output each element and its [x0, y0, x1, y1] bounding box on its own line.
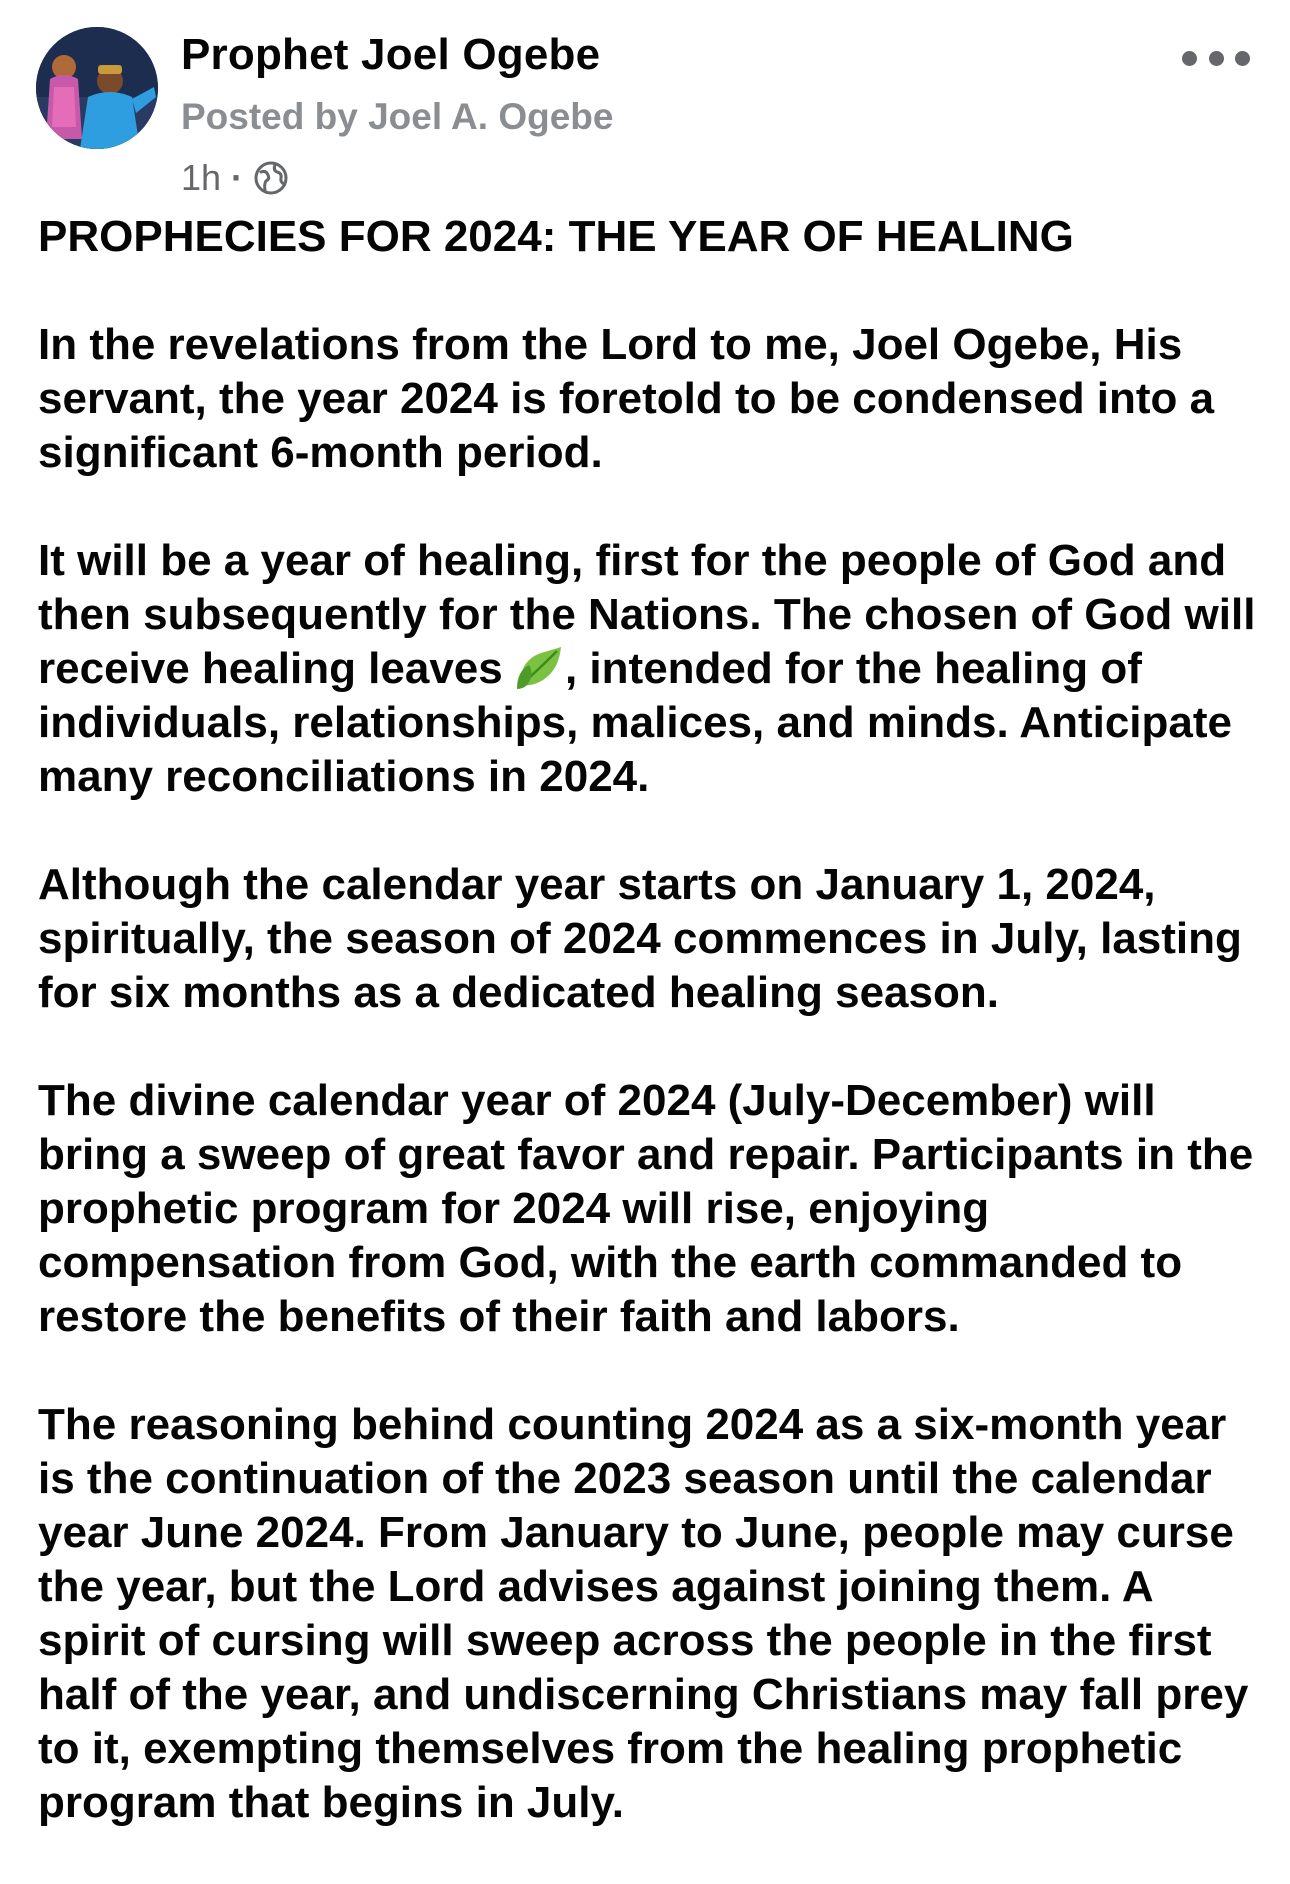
- post-paragraph-1: In the revelations from the Lord to me, Joel Ogebe, His servant, the year 2024 is foretold to be condensed into a significant 6-month period.: [38, 320, 1215, 477]
- paragraph-2-continuation: , intended for the healing of individuals, relationships, malices, and minds. Anticipate many reconciliations in 2024.: [38, 644, 1232, 801]
- avatar-photo: [36, 27, 158, 149]
- post-timestamp[interactable]: 1h: [181, 157, 222, 198]
- post-paragraph-2: [38, 534, 1268, 804]
- author-name[interactable]: Prophet Joel Ogebe: [181, 30, 601, 79]
- more-dot: [1235, 51, 1250, 66]
- post-meta: [181, 156, 289, 200]
- more-options-icon[interactable]: [1182, 40, 1250, 76]
- post-body: [38, 210, 1268, 1884]
- paragraph-2-text: It will be a year of healing, first for the people of God and then subsequently for the Nations. The chosen of God will receive healing leaves: [38, 536, 1256, 693]
- posted-by-label[interactable]: Posted by Joel A. Ogebe: [181, 96, 614, 137]
- leaf-emoji-icon: [515, 645, 565, 691]
- post-paragraph-3: Although the calendar year starts on January 1, 2024, spiritually, the season of 2024 commences in July, lasting for six months as a dedicated healing season.: [38, 860, 1242, 1017]
- globe-icon[interactable]: [253, 160, 289, 196]
- more-dot: [1182, 51, 1197, 66]
- author-avatar[interactable]: [36, 27, 158, 149]
- more-dot: [1209, 51, 1224, 66]
- meta-separator: ·: [231, 157, 244, 198]
- post-paragraph-5: The reasoning behind counting 2024 as a six-month year is the continuation of the 2023 season until the calendar year June 2024. From January to June, people may curse the year, but the Lord advises against joining them. A spirit of cursing will sweep across the people in the first half of the year, and undiscerning Christians may fall prey to it, exempting themselves from the healing prophetic program that begins in July.: [38, 1400, 1249, 1827]
- post-title: PROPHECIES FOR 2024: THE YEAR OF HEALING: [38, 212, 1074, 261]
- post-paragraph-4: The divine calendar year of 2024 (July-December) will bring a sweep of great favor and repair. Participants in the prophetic program for 2024 will rise, enjoying compensation from God, with the earth commanded to restore the benefits of their faith and labors.: [38, 1076, 1254, 1341]
